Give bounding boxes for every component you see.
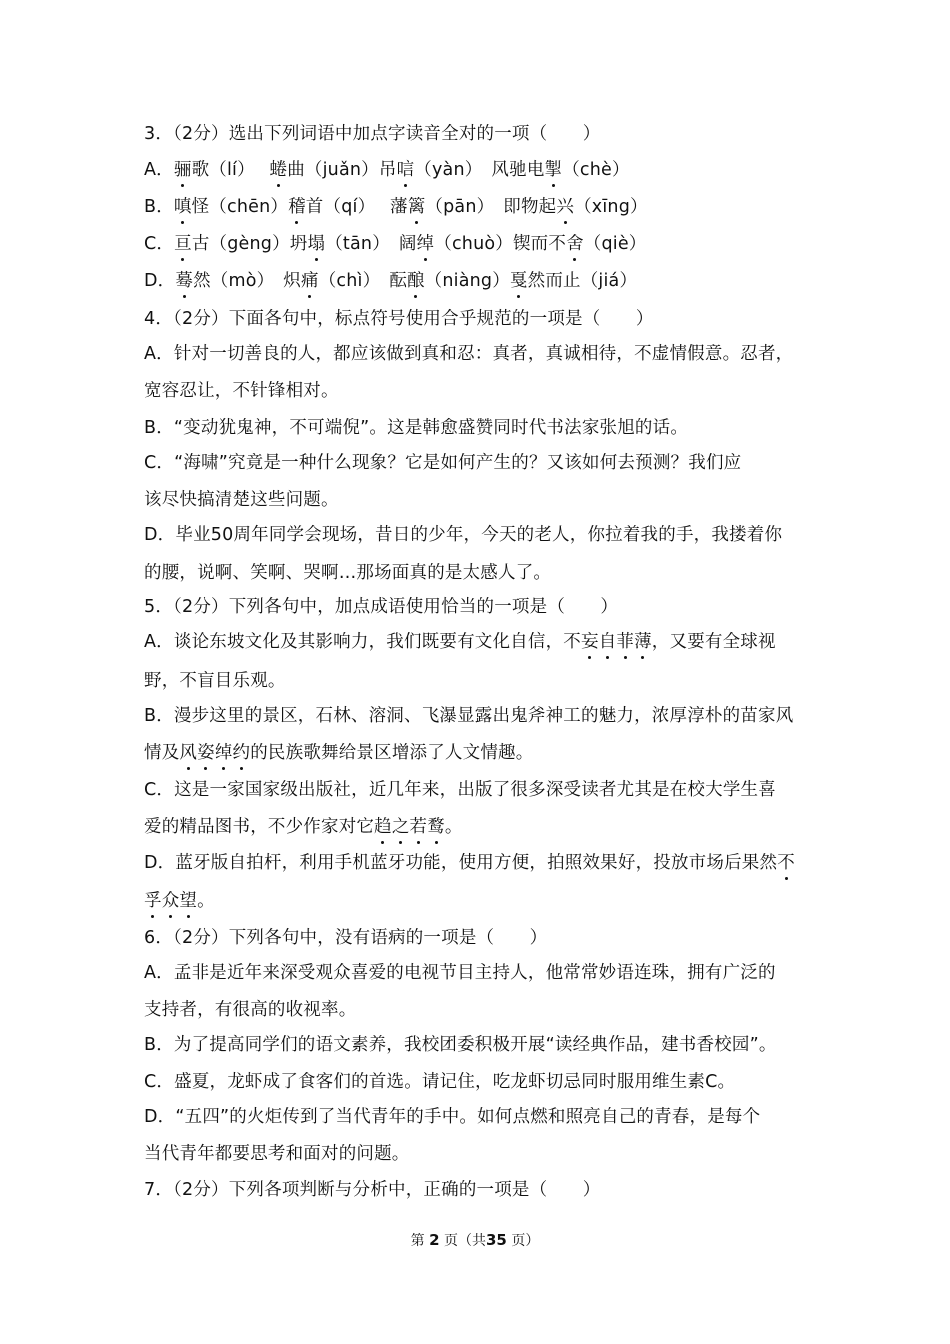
option-text: 情及: [144, 743, 180, 763]
footer-text: 页（共: [444, 1233, 486, 1249]
q3-option-d: [144, 269, 637, 293]
q4-option-d-line1: D．毕业50周年同学会现场，昔日的少年，今天的老人，你拉着我的手，我搂着你: [144, 525, 783, 545]
q5-option-b-line2: [144, 741, 533, 765]
dotted-char: 菲: [616, 632, 635, 652]
option-text: 歌（lí）: [191, 160, 270, 180]
option-text: ，又要有全球视: [651, 632, 776, 652]
option-text: （pān） 即物起: [425, 197, 557, 217]
option-text: （yàn） 风驰电: [414, 160, 545, 180]
q6-option-a-line2: 支持者，有很高的收视率。: [144, 1000, 357, 1020]
dotted-char: 若: [409, 817, 428, 837]
q6-option-d-line1: D．“五四”的火炬传到了当代青年的手中。如何点燃和照亮自己的青春，是每个: [144, 1107, 761, 1127]
dotted-char: 塌: [307, 234, 326, 254]
option-text: （xīng）: [574, 197, 648, 217]
q4-option-b: B．“变动犹鬼神，不可端倪”。这是韩愈盛赞同时代书法家张旭的话。: [144, 418, 689, 438]
option-text: 。: [444, 817, 463, 837]
dotted-char: 自: [598, 632, 617, 652]
q4-stem: 4．（2分）下面各句中，标点符号使用合乎规范的一项是（ ）: [144, 309, 654, 329]
option-text: （chè）: [562, 160, 630, 180]
dotted-char: 痛: [301, 271, 319, 291]
dotted-char: 蓦: [175, 271, 194, 291]
dotted-char: 趋: [374, 817, 392, 837]
dotted-char: 姿: [197, 743, 215, 763]
option-text: B．: [144, 197, 174, 217]
dotted-char: 掣: [544, 160, 563, 180]
q4-option-d-line2: 的腰，说啊、笑啊、哭啊…那场面真的是太感人了。: [144, 563, 552, 583]
option-text: 古（gèng）坍: [191, 234, 308, 254]
dotted-char: 风: [179, 743, 198, 763]
option-text: A．: [144, 160, 174, 180]
q6-stem: 6．（2分）下列各句中，没有语病的一项是（ ）: [144, 928, 548, 948]
dotted-char: 兴: [556, 197, 575, 217]
option-text: （niàng）: [424, 271, 510, 291]
option-text: 首（qí） 藩: [305, 197, 408, 217]
dotted-char: 戛: [509, 271, 528, 291]
option-text: （tān） 阔: [325, 234, 417, 254]
dotted-char: 薄: [634, 632, 652, 652]
dotted-char: 鹜: [427, 817, 445, 837]
dotted-char: 酿: [406, 271, 425, 291]
option-text: 然而止（jiá）: [527, 271, 638, 291]
q5-option-c-line2: [144, 815, 463, 839]
q6-option-a-line1: A．孟非是近年来深受观众喜爱的电视节目主持人，他常常妙语连珠，拥有广泛的: [144, 963, 776, 983]
q3-option-a: [144, 158, 630, 182]
option-text: （qiè）: [583, 234, 647, 254]
q6-option-d-line2: 当代青年都要思考和面对的问题。: [144, 1144, 410, 1164]
dotted-char: 望: [179, 891, 198, 911]
dotted-char: 孚: [144, 891, 162, 911]
dotted-char: 嗔: [173, 197, 192, 217]
q6-option-b: B．为了提高同学们的语文素养，我校团委积极开展“读经典作品，建书香校园”。: [144, 1035, 777, 1055]
q3-option-b: [144, 195, 648, 219]
q5-option-a-line1: [144, 630, 776, 654]
q5-option-d-line2: [144, 889, 215, 913]
dotted-char: 妄: [580, 632, 599, 652]
option-text: 。: [197, 891, 215, 911]
q4-option-a-line1: A．针对一切善良的人，都应该做到真和忍：真者，真诚相待，不虚情假意。忍者，: [144, 344, 794, 364]
option-text: C．: [144, 234, 175, 254]
dotted-char: 约: [232, 743, 251, 763]
option-text: D．蓝牙版自拍杆，利用手机蓝牙功能，使用方便，拍照效果好，投放市场后果然: [144, 853, 778, 873]
option-text: 怪（chēn）: [191, 197, 289, 217]
footer-text: 第: [410, 1233, 425, 1249]
dotted-char: 众: [161, 891, 180, 911]
dotted-char: 舍: [566, 234, 584, 254]
page-footer: [0, 1230, 950, 1250]
option-text: 的民族歌舞给景区增添了人文情趣。: [250, 743, 534, 763]
dotted-char: 之: [391, 817, 410, 837]
option-text: D．: [144, 271, 176, 291]
q5-stem: 5．（2分）下列各句中，加点成语使用恰当的一项是（ ）: [144, 597, 619, 617]
option-text: 曲（juǎn）吊: [287, 160, 397, 180]
dotted-char: 篱: [407, 197, 426, 217]
option-text: （chì） 酝: [318, 271, 407, 291]
page-number: 2: [429, 1231, 440, 1249]
q5-option-a-line2: 野，不盲目乐观。: [144, 671, 286, 691]
q6-option-c: C．盛夏，龙虾成了食客们的首选。请记住，吃龙虾切忌同时服用维生素C。: [144, 1072, 736, 1092]
q4-option-a-line2: 宽容忍让，不针锋相对。: [144, 381, 339, 401]
dotted-char: 蜷: [269, 160, 288, 180]
option-text: A．谈论东坡文化及其影响力，我们既要有文化自信，不: [144, 632, 581, 652]
dotted-char: 亘: [174, 234, 192, 254]
q3-stem: 3．（2分）选出下列词语中加点字读音全对的一项（ ）: [144, 124, 601, 144]
dotted-char: 唁: [396, 160, 415, 180]
dotted-char: 不: [777, 853, 795, 873]
q3-option-c: [144, 232, 647, 256]
option-text: （chuò）锲而不: [434, 234, 567, 254]
dotted-char: 骊: [173, 160, 192, 180]
dotted-char: 绰: [416, 234, 435, 254]
option-text: 爱的精品图书，不少作家对它: [144, 817, 375, 837]
footer-text: 页）: [511, 1233, 540, 1249]
q5-option-c-line1: C．这是一家国家级出版社，近几年来，出版了很多深受读者尤其是在校大学生喜: [144, 780, 776, 800]
q4-option-c-line1: C．“海啸”究竟是一种什么现象？它是如何产生的？又该如何去预测？我们应: [144, 453, 742, 473]
q5-option-b-line1: B．漫步这里的景区，石林、溶洞、飞瀑显露出鬼斧神工的魅力，浓厚淳朴的苗家风: [144, 706, 794, 726]
option-text: 然（mò） 炽: [193, 271, 301, 291]
total-pages: 35: [486, 1231, 507, 1249]
q7-stem: 7．（2分）下列各项判断与分析中，正确的一项是（ ）: [144, 1180, 601, 1200]
q4-option-c-line2: 该尽快搞清楚这些问题。: [144, 490, 339, 510]
dotted-char: 绰: [214, 743, 233, 763]
dotted-char: 稽: [288, 197, 306, 217]
q5-option-d-line1: [144, 851, 795, 875]
